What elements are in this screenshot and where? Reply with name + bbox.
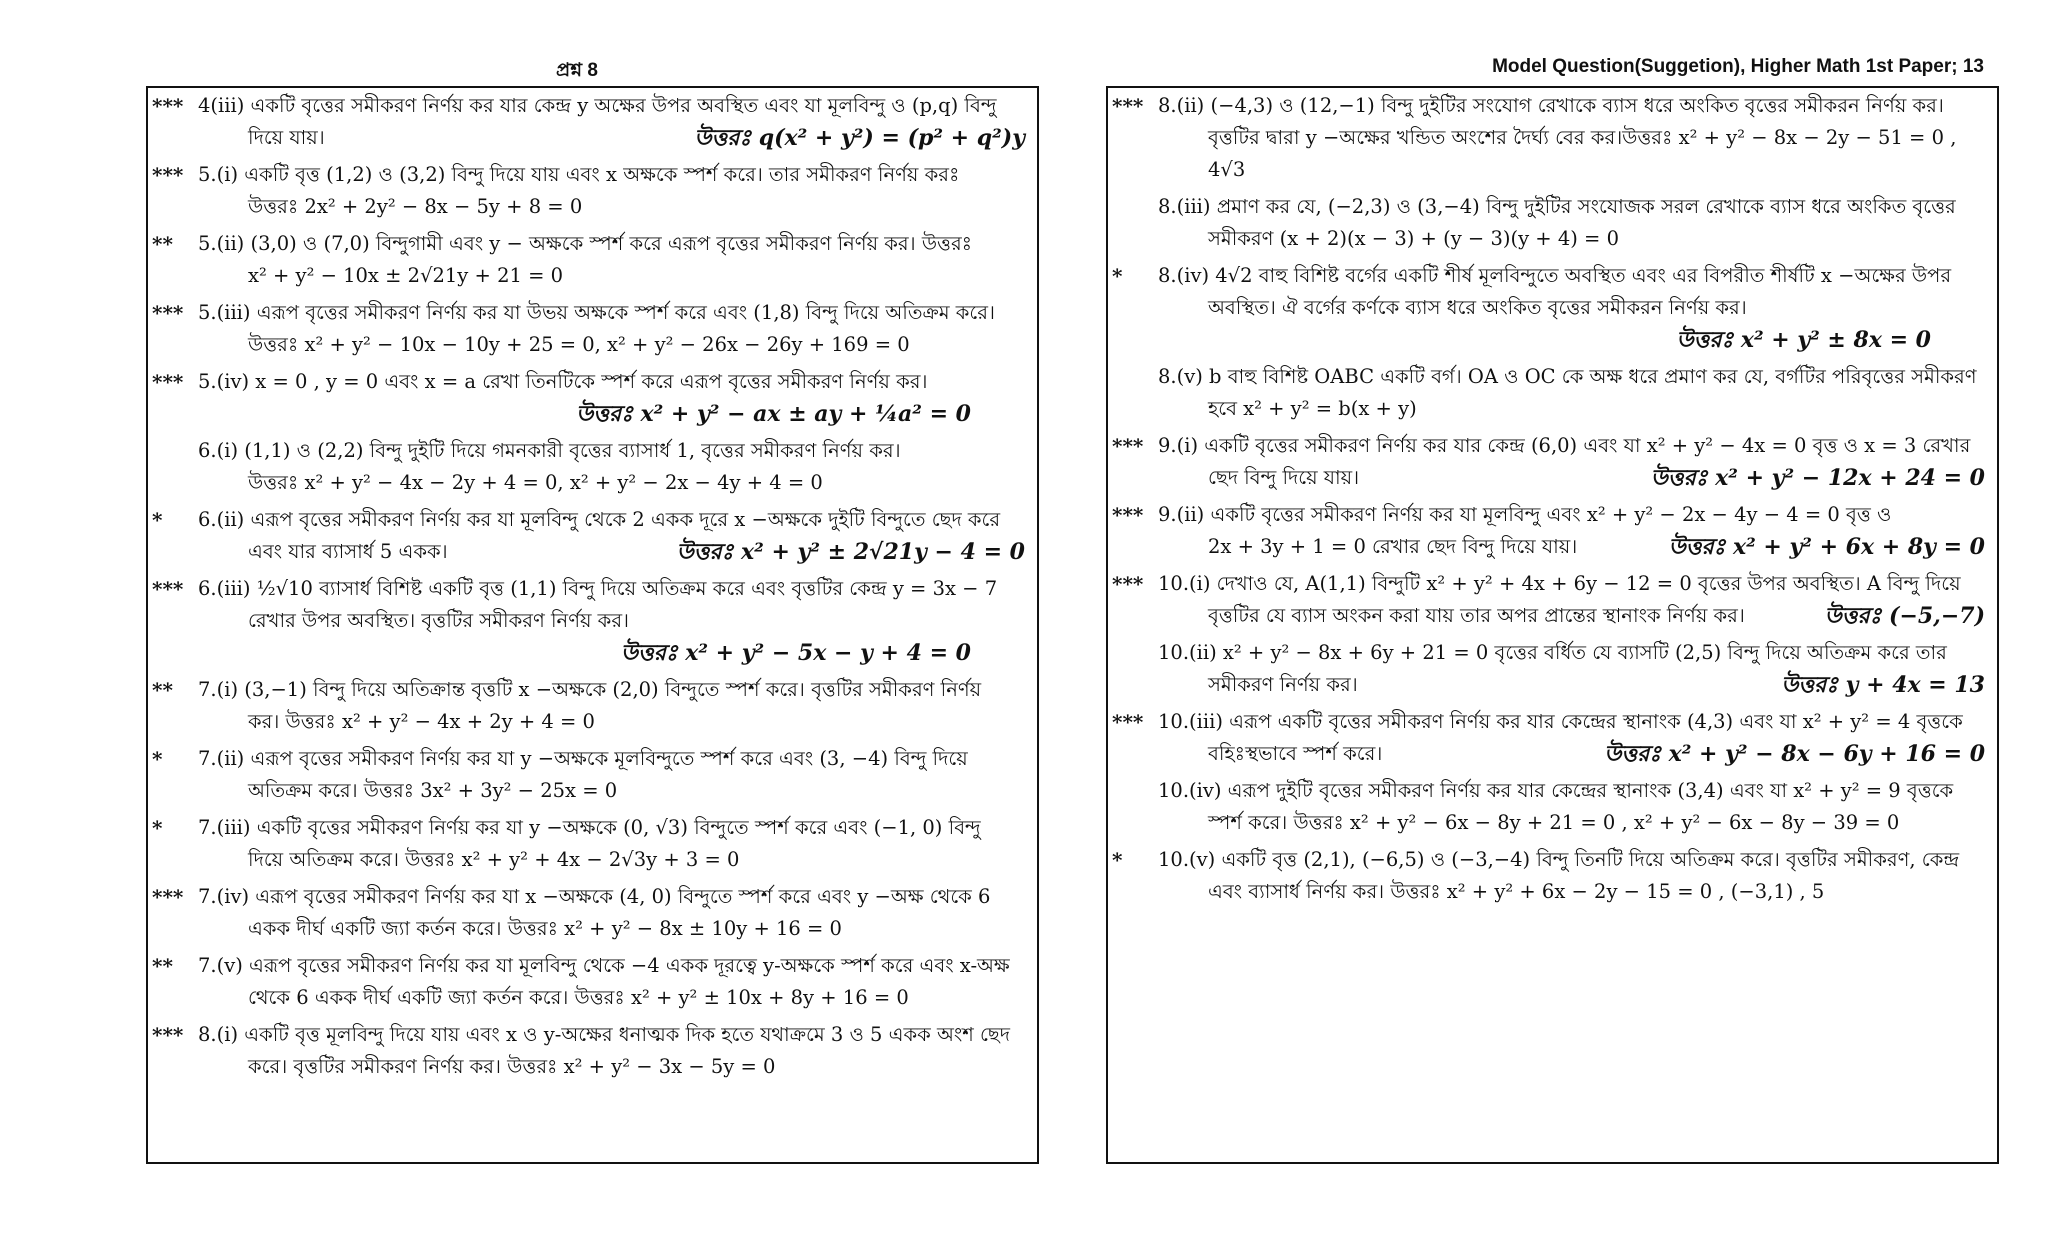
question-item [1112,844,1991,908]
question-line: অবস্থিত। ঐ বর্গের কর্ণকে ব্যাস ধরে অংকিত বৃত্তের সমীকরন নির্ণয় কর। [1208,296,1747,319]
answer-text: উত্তরঃ x² + y² + 6x + 8y = 0 [1668,534,1985,560]
answer-text: উত্তরঃ x² + y² − 12x + 24 = 0 [1650,465,1985,491]
question-item [1112,430,1991,494]
importance-stars: ** [152,954,173,978]
question-line: 10.(iv) এরূপ দুইটি বৃত্তের সমীকরণ নির্ণয় কর যার কেন্দ্রের স্থানাংক (3,4) এবং যা x² + y² = 9 বৃত্তকে [1158,779,1954,802]
question-body [1158,499,1991,563]
question-body [198,881,1031,945]
question-body [1158,775,1991,839]
question-line: 7.(v) এরূপ বৃত্তের সমীকরণ নির্ণয় কর যা মূলবিন্দু থেকে −4 একক দূরত্বে y-অক্ষকে স্পর্শ করে এবং x-অক্ষ [198,954,1010,977]
question-body [1158,90,1991,186]
question-item [152,159,1031,223]
question-line-with-answer [198,536,1031,568]
question-line: 10.(v) একটি বৃত্ত (2,1), (−6,5) ও (−3,−4) বিন্দু তিনটি দিয়ে অতিক্রম করে। বৃত্তটির সমীকরণ, কেন্দ্র [1158,848,1960,871]
question-item [1112,90,1991,186]
question-item [152,228,1031,292]
question-line: 10.(i) দেখাও যে, A(1,1) বিন্দুটি x² + y² + 4x + 6y − 12 = 0 বৃত্তের উপর অবস্থিত। A বিন্দু দিয়ে [1158,572,1961,595]
question-body [198,366,1031,430]
importance-stars: *** [1112,434,1144,458]
importance-stars: * [1112,848,1123,872]
question-body [1158,637,1991,701]
question-line-with-answer [1158,738,1991,770]
answer-text: উত্তরঃ q(x² + y²) = (p² + q²)y [694,125,1025,151]
question-line-with-answer [1158,669,1991,701]
question-line: 7.(iv) এরূপ বৃত্তের সমীকরণ নির্ণয় কর যা x −অক্ষকে (4, 0) বিন্দুতে স্পর্শ করে এবং y −অক্ষ থেকে 6 [198,885,991,908]
importance-stars: *** [152,163,184,187]
question-body [198,812,1031,876]
question-line: 5.(ii) (3,0) ও (7,0) বিন্দুগামী এবং y − অক্ষকে স্পর্শ করে এরূপ বৃত্তের সমীকরণ নির্ণয় কর। উত্তরঃ [198,232,973,255]
importance-stars: * [1112,264,1123,288]
importance-stars: *** [152,301,184,325]
question-body [198,950,1031,1014]
question-body [1158,844,1991,908]
question-line: 7.(iii) একটি বৃত্তের সমীকরণ নির্ণয় কর যা y −অক্ষকে (0, √3) বিন্দুতে স্পর্শ করে এবং (−1, 0) বিন্দু [198,816,981,839]
question-line-with-answer [1158,600,1991,632]
importance-stars: *** [1112,503,1144,527]
question-line: 8.(i) একটি বৃত্ত মূলবিন্দু দিয়ে যায় এবং x ও y-অক্ষের ধনাত্মক দিক হতে যথাক্রমে 3 ও 5 একক অংশ ছেদ [198,1023,1010,1046]
page-header-right: Model Question(Suggetion), Higher Math 1st Paper; 13 [1492,56,1984,77]
question-line: দিয়ে অতিক্রম করে। উত্তরঃ x² + y² + 4x − 2√3y + 3 = 0 [248,848,740,871]
question-line: রেখার উপর অবস্থিত। বৃত্তটির সমীকরণ নির্ণয় কর। [248,609,630,632]
importance-stars: *** [152,94,184,118]
question-item [152,366,1031,430]
question-line-with-answer [1158,462,1991,494]
question-line: অতিক্রম করে। উত্তরঃ 3x² + 3y² − 25x = 0 [248,779,618,802]
question-line: বৃত্তটির দ্বারা y −অক্ষের খন্ডিত অংশের দৈর্ঘ্য বের কর।উত্তরঃ x² + y² − 8x − 2y − 51 = 0 , [1208,126,1957,149]
question-body [198,1019,1031,1083]
question-item [152,504,1031,568]
question-line: 8.(iii) প্রমাণ কর যে, (−2,3) ও (3,−4) বিন্দু দুইটির সংযোজক সরল রেখাকে ব্যাস ধরে অংকিত বৃত্তের [1158,195,1956,218]
importance-stars: *** [152,1023,184,1047]
answer-text: উত্তরঃ y + 4x = 13 [1781,672,1985,698]
question-line: 6.(iii) ½√10 ব্যাসার্ধ বিশিষ্ট একটি বৃত্ত (1,1) বিন্দু দিয়ে অতিক্রম করে এবং বৃত্তটির কেন্দ্র y = 3x − 7 [198,577,998,600]
question-line: 9.(ii) একটি বৃত্তের সমীকরণ নির্ণয় কর যা মূলবিন্দু এবং x² + y² − 2x − 4y − 4 = 0 বৃত্ত ও [1158,503,1892,526]
question-line: 6.(ii) এরূপ বৃত্তের সমীকরণ নির্ণয় কর যা মূলবিন্দু থেকে 2 একক দূরে x −অক্ষকে দুইটি বিন্দুতে ছেদ করে [198,508,1001,531]
question-body [198,573,1031,669]
question-line: দিয়ে যায়। [248,126,325,149]
question-line: 2x + 3y + 1 = 0 রেখার ছেদ বিন্দু দিয়ে যায়। [1208,535,1578,558]
question-line: x² + y² − 10x ± 2√21y + 21 = 0 [248,264,564,287]
question-body [198,90,1031,154]
importance-stars: ** [152,678,173,702]
question-body [198,674,1031,738]
question-item [1112,568,1991,632]
question-line: উত্তরঃ x² + y² − 10x − 10y + 25 = 0, x² + y² − 26x − 26y + 169 = 0 [248,333,910,356]
question-body [1158,361,1991,425]
importance-stars: * [152,508,163,532]
left-question-panel [146,86,1039,1164]
importance-stars: *** [1112,710,1144,734]
question-item [1112,706,1991,770]
question-line: 7.(ii) এরূপ বৃত্তের সমীকরণ নির্ণয় কর যা y −অক্ষকে মূলবিন্দুতে স্পর্শ করে এবং (3, −4) বিন্দু দিয়ে [198,747,968,770]
question-line: কর। উত্তরঃ x² + y² − 4x + 2y + 4 = 0 [248,710,595,733]
question-line: 7.(i) (3,−1) বিন্দু দিয়ে অতিক্রান্ত বৃত্তটি x −অক্ষকে (2,0) বিন্দুতে স্পর্শ করে। বৃত্তটির সমীকরণ নির্ণয় [198,678,982,701]
question-item [152,743,1031,807]
question-line: বৃত্তটির যে ব্যাস অংকন করা যায় তার অপর প্রান্তের স্থানাংক নির্ণয় কর। [1208,604,1745,627]
question-line: 8.(iv) 4√2 বাহু বিশিষ্ট বর্গের একটি শীর্ষ মূলবিন্দুতে অবস্থিত এবং এর বিপরীত শীর্ষটি x −অক্ষের উপর [1158,264,1952,287]
question-item [152,812,1031,876]
answer-text: উত্তরঃ x² + y² ± 8x = 0 [1676,327,1931,353]
question-item [152,573,1031,669]
answer-text: উত্তরঃ x² + y² − ax ± ay + ¼a² = 0 [576,401,971,427]
importance-stars: *** [1112,572,1144,596]
question-item [152,950,1031,1014]
question-item [1112,260,1991,356]
question-item [152,674,1031,738]
question-line: 5.(iv) x = 0 , y = 0 এবং x = a রেখা তিনটিকে স্পর্শ করে এরূপ বৃত্তের সমীকরণ নির্ণয় কর। [198,370,928,393]
question-line: বহিঃস্থভাবে স্পর্শ করে। [1208,742,1383,765]
question-item [152,881,1031,945]
question-body [1158,191,1991,255]
question-body [198,435,1031,499]
question-line: 5.(i) একটি বৃত্ত (1,2) ও (3,2) বিন্দু দিয়ে যায় এবং x অক্ষকে স্পর্শ করে। তার সমীকরণ নির্ণয় করঃ [198,163,960,186]
question-line: সমীকরণ নির্ণয় কর। [1208,673,1358,696]
question-line: থেকে 6 একক দীর্ঘ একটি জ্যা কর্তন করে। উত্তরঃ x² + y² ± 10x + 8y + 16 = 0 [248,986,909,1009]
question-body [1158,430,1991,494]
answer-text: উত্তরঃ x² + y² − 5x − y + 4 = 0 [620,640,971,666]
question-line: একক দীর্ঘ একটি জ্যা কর্তন করে। উত্তরঃ x² + y² − 8x ± 10y + 16 = 0 [248,917,842,940]
importance-stars: *** [152,370,184,394]
question-item [1112,499,1991,563]
question-line: 10.(iii) এরূপ একটি বৃত্তের সমীকরণ নির্ণয় কর যার কেন্দ্রের স্থানাংক (4,3) এবং যা x² + y² = 4 বৃত্তকে [1158,710,1963,733]
question-line: 8.(v) b বাহু বিশিষ্ট OABC একটি বর্গ। OA ও OC কে অক্ষ ধরে প্রমাণ কর যে, বর্গটির পরিবৃত্তের সমীকরণ [1158,365,1977,388]
question-line: 8.(ii) (−4,3) ও (12,−1) বিন্দু দুইটির সংযোগ রেখাকে ব্যাস ধরে অংকিত বৃত্তের সমীকরন নির্ণয় কর। [1158,94,1944,117]
question-item [1112,637,1991,701]
question-body [198,504,1031,568]
question-body [1158,706,1991,770]
question-line: সমীকরণ (x + 2)(x − 3) + (y − 3)(y + 4) = 0 [1208,227,1619,250]
question-body [198,743,1031,807]
question-line: হবে x² + y² = b(x + y) [1208,397,1417,420]
page-header-left: প্রশ্ন 8 [556,60,598,81]
question-line: 10.(ii) x² + y² − 8x + 6y + 21 = 0 বৃত্তের বর্ধিত যে ব্যাসটি (2,5) বিন্দু দিয়ে অতিক্রম করে তার [1158,641,1947,664]
question-line: ছেদ বিন্দু দিয়ে যায়। [1208,466,1360,489]
question-body [198,228,1031,292]
importance-stars: *** [1112,94,1144,118]
question-line: 5.(iii) এরূপ বৃত্তের সমীকরণ নির্ণয় কর যা উভয় অক্ষকে স্পর্শ করে এবং (1,8) বিন্দু দিয়ে অতিক্রম করে। [198,301,995,324]
answer-text: উত্তরঃ x² + y² ± 2√21y − 4 = 0 [676,539,1025,565]
question-item [152,90,1031,154]
question-line: 9.(i) একটি বৃত্তের সমীকরণ নির্ণয় কর যার কেন্দ্র (6,0) এবং যা x² + y² − 4x = 0 বৃত্ত ও x = 3 রেখার [1158,434,1971,457]
importance-stars: ** [152,232,173,256]
question-line: 4(iii) একটি বৃত্তের সমীকরণ নির্ণয় কর যার কেন্দ্র y অক্ষের উপর অবস্থিত এবং যা মূলবিন্দু ও (p,q) বিন্দু [198,94,997,117]
question-line: এবং ব্যাসার্ধ নির্ণয় কর। উত্তরঃ x² + y² + 6x − 2y − 15 = 0 , (−3,1) , 5 [1208,880,1825,903]
question-item [152,435,1031,499]
question-line-with-answer [198,122,1031,154]
importance-stars: * [152,747,163,771]
question-body [1158,568,1991,632]
importance-stars: * [152,816,163,840]
question-item [1112,361,1991,425]
right-question-panel [1106,86,1999,1164]
answer-text: উত্তরঃ (−5,−7) [1824,603,1985,629]
question-line: স্পর্শ করে। উত্তরঃ x² + y² − 6x − 8y + 21 = 0 , x² + y² − 6x − 8y − 39 = 0 [1208,811,1900,834]
question-body [198,159,1031,223]
answer-text: উত্তরঃ x² + y² − 8x − 6y + 16 = 0 [1604,741,1985,767]
question-body [198,297,1031,361]
question-line: উত্তরঃ 2x² + 2y² − 8x − 5y + 8 = 0 [248,195,583,218]
question-item [152,297,1031,361]
question-item [1112,191,1991,255]
question-item [152,1019,1031,1083]
question-line: এবং যার ব্যাসার্ধ 5 একক। [248,540,448,563]
importance-stars: *** [152,577,184,601]
question-item [1112,775,1991,839]
question-line: 6.(i) (1,1) ও (2,2) বিন্দু দুইটি দিয়ে গমনকারী বৃত্তের ব্যাসার্ধ 1, বৃত্তের সমীকরণ নির্ণয় কর। [198,439,901,462]
question-line: উত্তরঃ x² + y² − 4x − 2y + 4 = 0, x² + y² − 2x − 4y + 4 = 0 [248,471,823,494]
question-line: 4√3 [1208,158,1246,181]
question-body [1158,260,1991,356]
importance-stars: *** [152,885,184,909]
question-line-with-answer [1158,531,1991,563]
question-line: করে। বৃত্তটির সমীকরণ নির্ণয় কর। উত্তরঃ x² + y² − 3x − 5y = 0 [248,1055,776,1078]
